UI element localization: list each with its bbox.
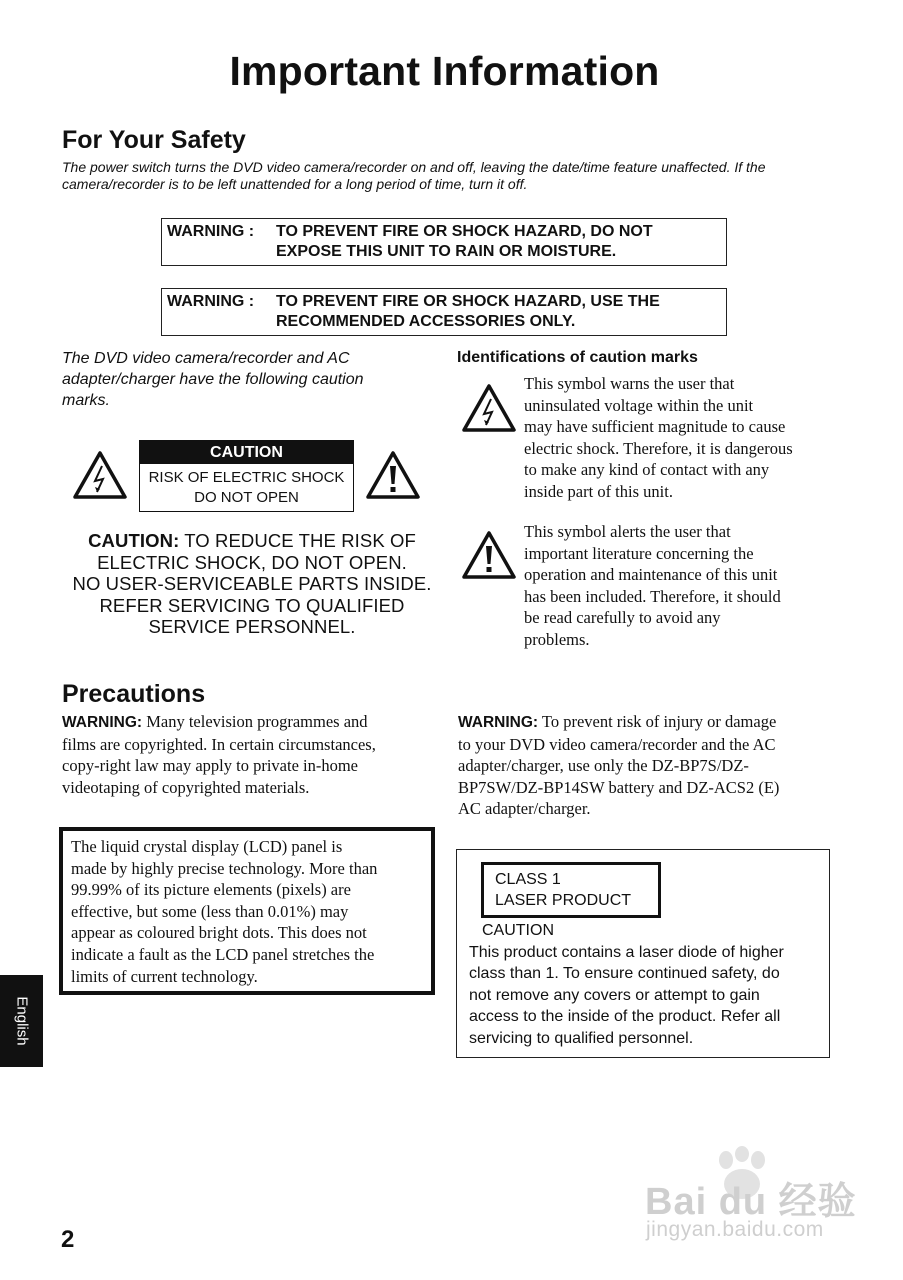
language-tab: English	[0, 975, 43, 1067]
alert-symbol-description: This symbol alerts the user that important literature concerning the operation and maintenance of this unit has been included. Therefore, it should be read carefully to avoid any problems.	[524, 522, 781, 649]
laser-caution-title: CAUTION	[482, 922, 554, 939]
watermark-url: jingyan.baidu.com	[646, 1218, 824, 1241]
safety-heading: For Your Safety	[62, 126, 246, 154]
lcd-notice-box: The liquid crystal display (LCD) panel is made by highly precise technology. More than 99.99% of its picture elements (pixels) are effective, but some (less than 0.01%) may appear as coloured bright dots. This does not indicate a fault as the LCD panel stretches the limits of current technology.	[59, 827, 435, 995]
lightning-triangle-icon	[73, 451, 127, 499]
exclamation-triangle-icon	[462, 531, 516, 579]
warning-label: WARNING :	[167, 223, 255, 240]
watermark-brand: Bai du 经验	[645, 1181, 857, 1223]
warning-box-accessories: WARNING : TO PREVENT FIRE OR SHOCK HAZARD, USE THE RECOMMENDED ACCESSORIES ONLY.	[161, 288, 727, 336]
page-title: Important Information	[229, 48, 660, 94]
battery-warning: WARNING: To prevent risk of injury or damage to your DVD video camera/recorder and the AC adapter/charger, use only the DZ-BP7S/DZ- BP7SW/DZ-BP14SW battery and DZ-ACS2 (E) AC adapter/charger.	[458, 712, 780, 819]
caution-label-header: CAUTION	[140, 441, 353, 464]
shock-symbol-description: This symbol warns the user that uninsulated voltage within the unit may have sufficient magnitude to cause electric shock. Therefore, it is dangerous to make any kind of contact with any inside part of this unit.	[524, 374, 793, 501]
precautions-heading: Precautions	[62, 680, 206, 708]
laser-notice-box	[456, 849, 830, 1058]
warning-label: WARNING :	[167, 293, 255, 310]
page-number: 2	[61, 1226, 75, 1253]
identifications-heading: Identifications of caution marks	[457, 349, 698, 366]
class1-laser-label: CLASS 1 LASER PRODUCT	[481, 862, 661, 918]
caution-marks-paragraph: The DVD video camera/recorder and AC adapter/charger have the following caution marks.	[62, 350, 364, 409]
lightning-triangle-icon	[462, 384, 516, 432]
caution-statement: CAUTION: TO REDUCE THE RISK OF ELECTRIC SHOCK, DO NOT OPEN. NO USER-SERVICEABLE PARTS INSIDE. REFER SERVICING TO QUALIFIED SERVICE PERSONNEL.	[72, 530, 432, 637]
safety-intro: The power switch turns the DVD video camera/recorder on and off, leaving the date/time feature unaffected. If the camera/recorder is to be left unattended for a long period of time, turn it off.	[62, 159, 766, 192]
warning-box-rain: WARNING : TO PREVENT FIRE OR SHOCK HAZARD, DO NOT EXPOSE THIS UNIT TO RAIN OR MOISTURE.	[161, 218, 727, 266]
laser-caution-text: This product contains a laser diode of higher class than 1. To ensure continued safety, do not remove any covers or attempt to gain access to the inside of the product. Refer all servicing to qualified personnel.	[469, 944, 784, 1047]
exclamation-triangle-icon	[366, 451, 420, 499]
copyright-warning: WARNING: Many television programmes and films are copyrighted. In certain circumstances, copy-right law may apply to private in-home videotaping of copyrighted materials.	[62, 712, 376, 797]
caution-label: CAUTION RISK OF ELECTRIC SHOCK DO NOT OPEN	[139, 440, 354, 512]
